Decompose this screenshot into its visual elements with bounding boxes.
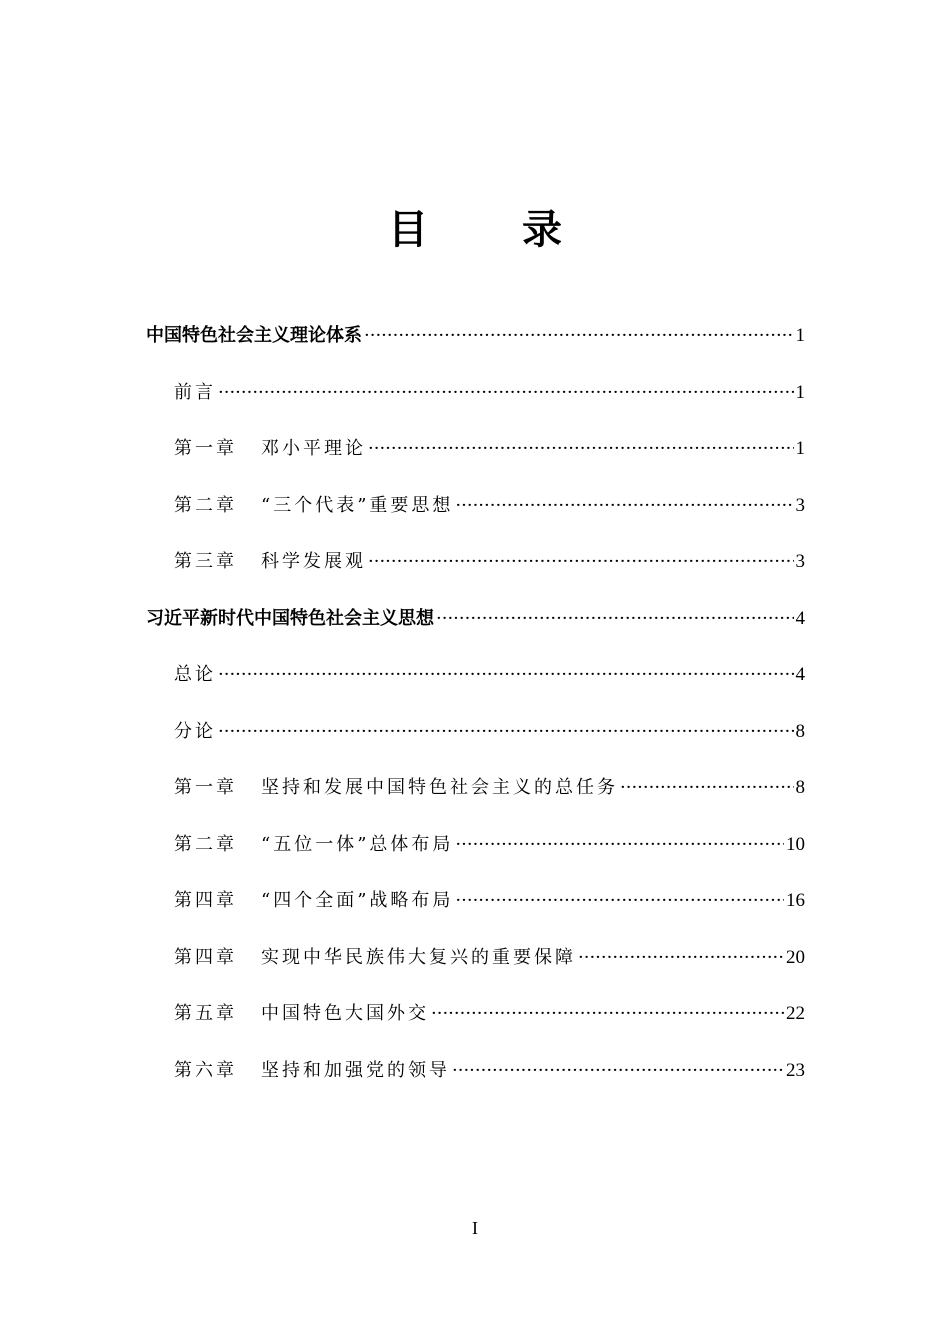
toc-entry[interactable] bbox=[146, 597, 805, 631]
toc-entry-page: 10 bbox=[786, 834, 805, 855]
toc-dot-leader bbox=[368, 550, 794, 574]
toc-dot-leader bbox=[218, 381, 794, 405]
toc-dot-leader bbox=[218, 720, 794, 744]
toc-entry[interactable] bbox=[146, 936, 805, 970]
page-number: I bbox=[472, 1218, 478, 1238]
toc-dot-leader bbox=[455, 494, 793, 518]
toc-entry-page: 20 bbox=[786, 947, 805, 968]
toc-entry-page: 1 bbox=[795, 382, 805, 403]
toc-dot-leader bbox=[431, 1002, 784, 1026]
toc-entry-page: 4 bbox=[795, 608, 805, 629]
toc-entry-page: 3 bbox=[795, 495, 805, 516]
toc-entry-title: “四个全面”战略布局 bbox=[261, 890, 454, 911]
toc-entry[interactable] bbox=[146, 484, 805, 518]
toc-dot-leader bbox=[455, 889, 784, 913]
toc-entry-title: 前言 bbox=[174, 382, 216, 403]
toc-entry-title: 中国特色大国外交 bbox=[261, 1003, 429, 1024]
toc-entry-title: 习近平新时代中国特色社会主义思想 bbox=[146, 608, 434, 629]
toc-entry[interactable] bbox=[146, 314, 805, 348]
toc-entry[interactable] bbox=[146, 879, 805, 913]
toc-dot-leader bbox=[368, 437, 794, 461]
toc-entry-title: 科学发展观 bbox=[261, 551, 366, 572]
toc-entry-page: 22 bbox=[786, 1003, 805, 1024]
toc-entry[interactable] bbox=[146, 540, 805, 574]
toc-entry-page: 8 bbox=[795, 721, 805, 742]
toc-entry-chapter: 第一章 bbox=[174, 777, 237, 798]
page-title: 目 录 bbox=[388, 207, 602, 253]
toc-entry-title: 坚持和发展中国特色社会主义的总任务 bbox=[261, 777, 618, 798]
toc-entry-page: 3 bbox=[795, 551, 805, 572]
toc-entry-chapter: 第一章 bbox=[174, 438, 237, 459]
toc-entry-chapter: 第二章 bbox=[174, 495, 237, 516]
toc-entry-title: “三个代表”重要思想 bbox=[261, 495, 454, 516]
toc-entry-page: 1 bbox=[795, 325, 805, 346]
toc-entry[interactable] bbox=[146, 992, 805, 1026]
toc-entry-chapter: 第二章 bbox=[174, 834, 237, 855]
toc-entry-title: 中国特色社会主义理论体系 bbox=[146, 325, 362, 346]
toc-entry[interactable] bbox=[146, 710, 805, 744]
toc-dot-leader bbox=[436, 607, 794, 631]
toc-dot-leader bbox=[455, 833, 784, 857]
toc-entry-chapter: 第五章 bbox=[174, 1003, 237, 1024]
toc-entry[interactable] bbox=[146, 1049, 805, 1083]
toc-entry[interactable] bbox=[146, 653, 805, 687]
toc-entry-page: 8 bbox=[795, 777, 805, 798]
toc-entry-chapter: 第三章 bbox=[174, 551, 237, 572]
toc-entry-title: 邓小平理论 bbox=[261, 438, 366, 459]
toc-entry[interactable] bbox=[146, 371, 805, 405]
toc-entry-chapter: 第四章 bbox=[174, 890, 237, 911]
toc-entry-title: 分论 bbox=[174, 721, 216, 742]
toc-entry-page: 16 bbox=[786, 890, 805, 911]
toc-dot-leader bbox=[364, 324, 794, 348]
toc-entry-title: 实现中华民族伟大复兴的重要保障 bbox=[261, 947, 576, 968]
toc-entry-title: “五位一体”总体布局 bbox=[261, 834, 454, 855]
toc-entry-page: 4 bbox=[795, 664, 805, 685]
toc-entry-title: 坚持和加强党的领导 bbox=[261, 1060, 450, 1081]
toc-dot-leader bbox=[578, 946, 784, 970]
toc-dot-leader bbox=[452, 1059, 784, 1083]
toc-entry[interactable] bbox=[146, 823, 805, 857]
toc-entry-chapter: 第六章 bbox=[174, 1060, 237, 1081]
toc-entry-title: 总论 bbox=[174, 664, 216, 685]
toc-entry-chapter: 第四章 bbox=[174, 947, 237, 968]
toc-entry-page: 1 bbox=[795, 438, 805, 459]
toc-entry[interactable] bbox=[146, 427, 805, 461]
toc-entry[interactable] bbox=[146, 766, 805, 800]
toc-dot-leader bbox=[218, 663, 794, 687]
toc-entry-page: 23 bbox=[786, 1060, 805, 1081]
toc-dot-leader bbox=[620, 776, 794, 800]
